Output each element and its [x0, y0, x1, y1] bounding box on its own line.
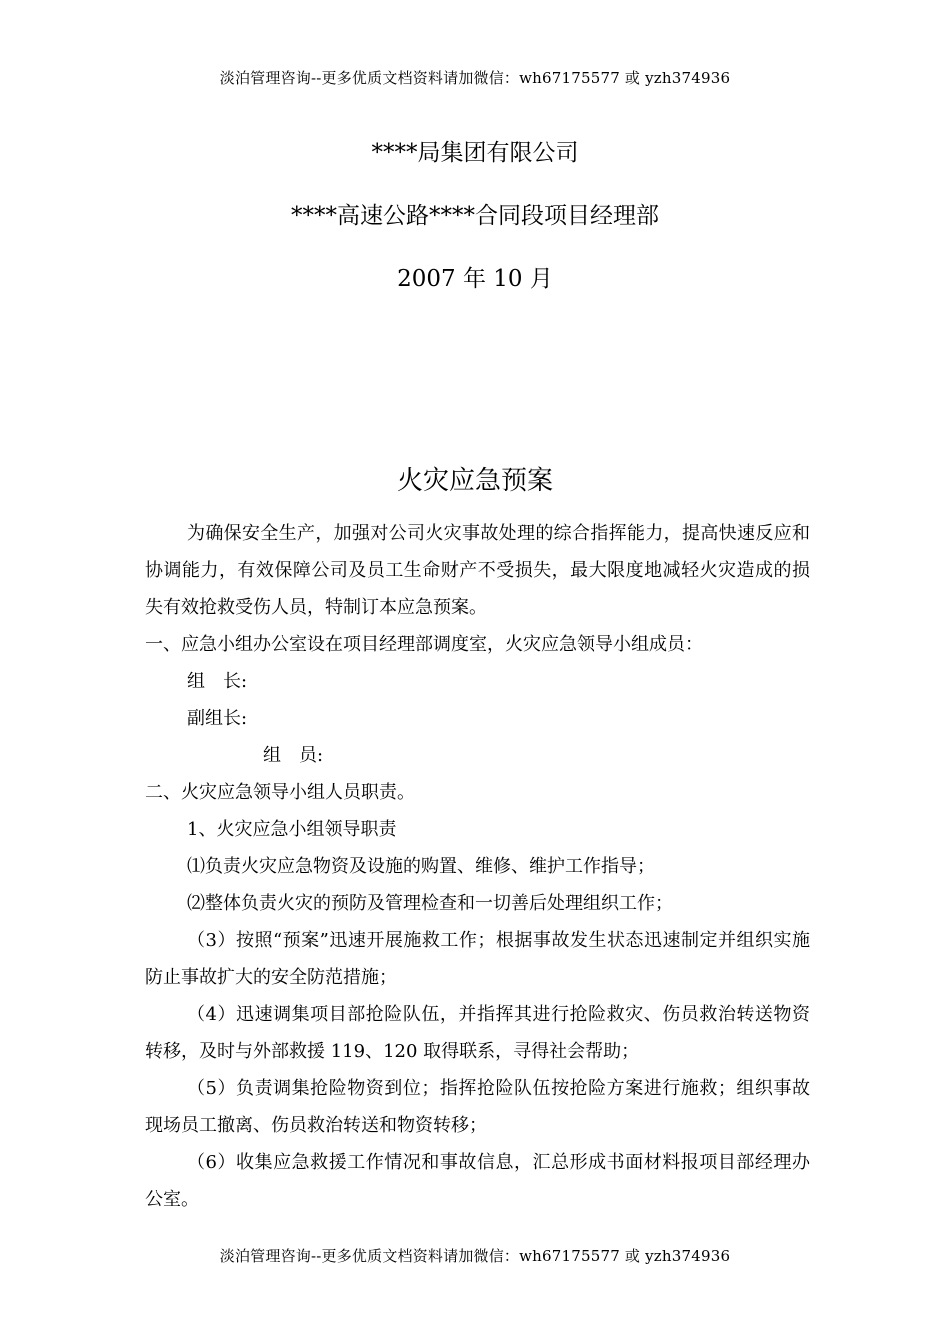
section-2-heading: 二、火灾应急领导小组人员职责。	[145, 782, 415, 803]
subsection-1-heading: 1、火灾应急小组领导职责	[187, 819, 397, 840]
department-name: ****高速公路****合同段项目经理部	[291, 203, 659, 229]
duty-item-6: （6）收集应急救援工作情况和事故信息，汇总形成书面材料报项目部经理办公室。	[145, 1152, 810, 1210]
document-title: 火灾应急预案	[396, 466, 553, 496]
duty-item-2: ⑵整体负责火灾的预防及管理检查和一切善后处理组织工作；	[187, 893, 673, 914]
page-header: 淡泊管理咨询--更多优质文档资料请加微信：wh67175577 或 yzh374936	[219, 69, 731, 87]
vice-leader-line: 副组长:	[187, 708, 248, 729]
page-footer: 淡泊管理咨询--更多优质文档资料请加微信：wh67175577 或 yzh374936	[219, 1247, 731, 1265]
intro-paragraph: 为确保安全生产，加强对公司火灾事故处理的综合指挥能力，提高快速反应和协调能力，有效保障公司及员工生命财产不受损失，最大限度地减轻火灾造成的损失有效抢救受伤人员，特制订本应急预案。	[145, 523, 810, 618]
leader-line: 组 长:	[187, 671, 248, 692]
duty-item-1: ⑴负责火灾应急物资及设施的购置、维修、维护工作指导；	[187, 856, 655, 877]
duty-item-3: （3）按照“预案”迅速开展施救工作；根据事故发生状态迅速制定并组织实施防止事故扩大的安全防范措施；	[145, 930, 810, 988]
company-name: ****局集团有限公司	[371, 140, 579, 166]
duty-item-4: （4）迅速调集项目部抢险队伍，并指挥其进行抢险救灾、伤员救治转送物资转移，及时与外部救援 119、120 取得联系，寻得社会帮助；	[145, 1004, 810, 1062]
document-date: 2007 年 10 月	[397, 266, 553, 292]
duty-item-5: （5）负责调集抢险物资到位；指挥抢险队伍按抢险方案进行施救；组织事故现场员工撤离、伤员救治转送和物资转移；	[145, 1078, 810, 1136]
section-1-heading: 一、应急小组办公室设在项目经理部调度室，火灾应急领导小组成员：	[145, 634, 703, 655]
members-line: 组 员:	[263, 745, 324, 766]
